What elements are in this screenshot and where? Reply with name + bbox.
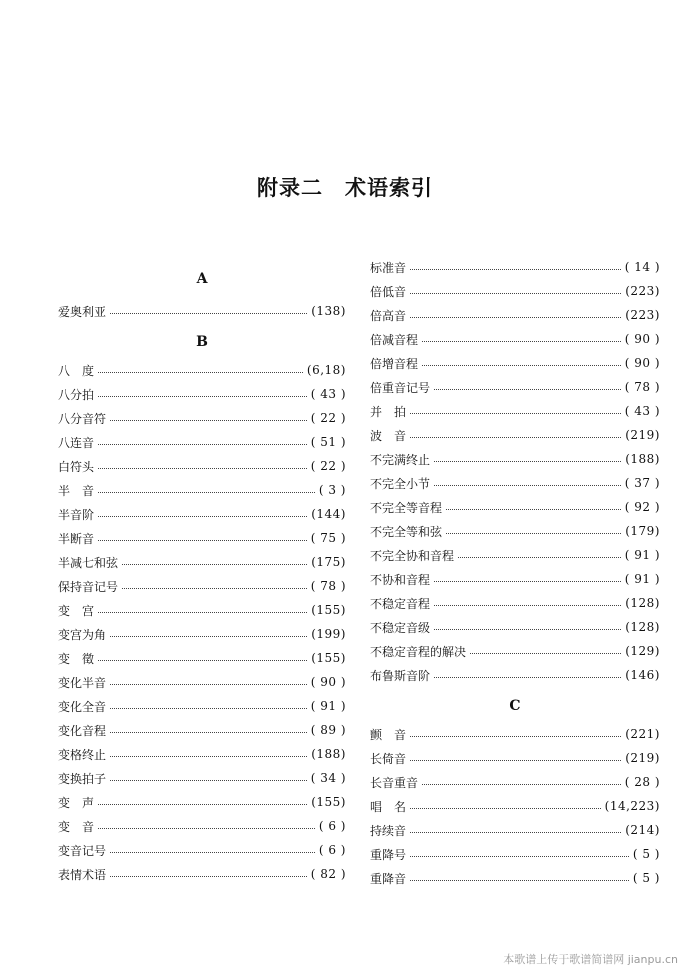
dot-leader: [122, 588, 307, 589]
index-entry: [370, 567, 660, 591]
dot-leader: [410, 760, 621, 761]
entry-page: ( 91 ): [310, 699, 346, 713]
dot-leader: [422, 784, 621, 785]
entry-term: 长音重音: [370, 775, 419, 790]
index-entry: [370, 770, 660, 794]
dot-leader: [110, 876, 307, 877]
entry-term: 倍高音: [370, 308, 407, 323]
index-entry: [370, 543, 660, 567]
entry-term: 变化全音: [58, 699, 107, 714]
entry-page: (219): [625, 428, 660, 442]
entry-page: ( 43 ): [310, 387, 346, 401]
entry-page: (129): [625, 644, 660, 658]
index-entry: [58, 646, 346, 670]
entry-page: ( 43 ): [624, 404, 660, 418]
entry-term: 表情术语: [58, 867, 107, 882]
entry-term: 变 音: [58, 819, 95, 834]
entry-page: ( 34 ): [310, 771, 346, 785]
index-column-right: [370, 255, 660, 890]
entry-page: ( 90 ): [310, 675, 346, 689]
entry-term: 颤 音: [370, 727, 407, 742]
entry-term: 倍增音程: [370, 356, 419, 371]
dot-leader: [98, 804, 307, 805]
index-entry: [58, 454, 346, 478]
entry-page: ( 91 ): [624, 572, 660, 586]
entry-term: 半减七和弦: [58, 555, 119, 570]
dot-leader: [110, 420, 307, 421]
index-entry: [58, 406, 346, 430]
entry-page: (179): [625, 524, 660, 538]
entry-term: 变 徵: [58, 651, 95, 666]
entry-page: (138): [311, 304, 346, 318]
entry-page: ( 5 ): [632, 871, 660, 885]
dot-leader: [434, 485, 621, 486]
dot-leader: [110, 313, 307, 314]
index-entry: [58, 742, 346, 766]
entry-page: ( 37 ): [624, 476, 660, 490]
entry-term: 长倚音: [370, 751, 407, 766]
index-entry: [58, 430, 346, 454]
entry-page: (6,18): [306, 363, 346, 377]
entry-page: (223): [625, 284, 660, 298]
index-entry: [370, 591, 660, 615]
dot-leader: [422, 341, 621, 342]
dot-leader: [434, 581, 621, 582]
entry-page: (128): [625, 596, 660, 610]
entry-page: ( 5 ): [632, 847, 660, 861]
entry-term: 重降音: [370, 871, 407, 886]
dot-leader: [434, 677, 621, 678]
dot-leader: [98, 372, 303, 373]
entry-term: 半音阶: [58, 507, 95, 522]
dot-leader: [98, 540, 307, 541]
dot-leader: [434, 389, 621, 390]
dot-leader: [410, 293, 621, 294]
entry-page: ( 90 ): [624, 356, 660, 370]
entry-page: (223): [625, 308, 660, 322]
dot-leader: [434, 461, 621, 462]
entry-term: 变换拍子: [58, 771, 107, 786]
entry-term: 变化音程: [58, 723, 107, 738]
index-entry: [370, 746, 660, 770]
index-entry: [58, 718, 346, 742]
entry-term: 白符头: [58, 459, 95, 474]
dot-leader: [458, 557, 621, 558]
entry-page: ( 91 ): [624, 548, 660, 562]
index-entry: [370, 303, 660, 327]
entry-term: 倍低音: [370, 284, 407, 299]
index-entry: [58, 574, 346, 598]
entry-term: 八分拍: [58, 387, 95, 402]
entry-page: ( 90 ): [624, 332, 660, 346]
entry-page: ( 22 ): [310, 411, 346, 425]
dot-leader: [122, 564, 307, 565]
index-entry: [58, 862, 346, 886]
dot-leader: [410, 880, 629, 881]
entry-term: 唱 名: [370, 799, 407, 814]
section-letter-a: A: [196, 271, 208, 287]
entry-term: 标准音: [370, 260, 407, 275]
index-entry: [370, 327, 660, 351]
dot-leader: [98, 444, 307, 445]
entry-page: (128): [625, 620, 660, 634]
index-entry: [370, 866, 660, 890]
footer-watermark: 本歌谱上传于歌谱简谱网 jianpu.cn: [503, 953, 678, 966]
dot-leader: [410, 437, 621, 438]
entry-page: ( 89 ): [310, 723, 346, 737]
index-entry: [370, 615, 660, 639]
entry-term: 不协和音程: [370, 572, 431, 587]
entry-page: (221): [625, 727, 660, 741]
entry-term: 波 音: [370, 428, 407, 443]
dot-leader: [434, 605, 621, 606]
dot-leader: [98, 828, 315, 829]
index-entry: [58, 838, 346, 862]
index-entry: [370, 639, 660, 663]
dot-leader: [110, 684, 307, 685]
entry-page: (14,223): [604, 799, 660, 813]
entry-term: 保持音记号: [58, 579, 119, 594]
dot-leader: [446, 533, 621, 534]
entry-term: 变化半音: [58, 675, 107, 690]
entry-page: ( 78 ): [310, 579, 346, 593]
entry-term: 八连音: [58, 435, 95, 450]
entry-page: (155): [311, 651, 346, 665]
dot-leader: [98, 492, 315, 493]
entry-term: 变音记号: [58, 843, 107, 858]
index-entry: [58, 814, 346, 838]
index-entry: [370, 794, 660, 818]
index-entry: [58, 550, 346, 574]
entry-page: ( 78 ): [624, 380, 660, 394]
entry-term: 不稳定音级: [370, 620, 431, 635]
index-entry: [370, 447, 660, 471]
dot-leader: [110, 780, 307, 781]
entry-page: ( 82 ): [310, 867, 346, 881]
dot-leader: [410, 413, 621, 414]
index-entry: [58, 526, 346, 550]
entry-page: ( 14 ): [624, 260, 660, 274]
index-entry: [370, 399, 660, 423]
entry-term: 不稳定音程: [370, 596, 431, 611]
entry-page: (219): [625, 751, 660, 765]
entry-page: ( 92 ): [624, 500, 660, 514]
dot-leader: [410, 269, 621, 270]
dot-leader: [410, 317, 621, 318]
index-entry: [58, 478, 346, 502]
entry-term: 半 音: [58, 483, 95, 498]
entry-term: 半断音: [58, 531, 95, 546]
entry-page: (175): [311, 555, 346, 569]
entry-page: ( 6 ): [318, 843, 346, 857]
entry-term: 不完全等音程: [370, 500, 443, 515]
entry-page: (199): [311, 627, 346, 641]
entry-term: 变 宫: [58, 603, 95, 618]
index-entry: [58, 382, 346, 406]
entry-page: (144): [311, 507, 346, 521]
index-entry: [58, 598, 346, 622]
index-entry: [58, 358, 346, 382]
entry-term: 倍重音记号: [370, 380, 431, 395]
section-letter-b: B: [196, 334, 208, 350]
entry-term: 不完全等和弦: [370, 524, 443, 539]
index-entry: [370, 255, 660, 279]
entry-term: 持续音: [370, 823, 407, 838]
index-entry: [370, 722, 660, 746]
section-letter-c: C: [509, 698, 521, 714]
dot-leader: [434, 629, 621, 630]
dot-leader: [98, 516, 307, 517]
entry-page: ( 75 ): [310, 531, 346, 545]
dot-leader: [110, 708, 307, 709]
entry-term: 变格终止: [58, 747, 107, 762]
entry-term: 不完全小节: [370, 476, 431, 491]
dot-leader: [110, 852, 315, 853]
dot-leader: [470, 653, 621, 654]
entry-term: 不稳定音程的解决: [370, 644, 467, 659]
index-entry: [58, 299, 346, 323]
entry-page: (155): [311, 795, 346, 809]
dot-leader: [98, 612, 307, 613]
entry-page: (214): [625, 823, 660, 837]
entry-page: ( 51 ): [310, 435, 346, 449]
index-entry: [370, 495, 660, 519]
index-entry: [58, 790, 346, 814]
index-entry: [58, 502, 346, 526]
dot-leader: [98, 660, 307, 661]
entry-term: 八 度: [58, 363, 95, 378]
dot-leader: [98, 468, 307, 469]
entry-page: (188): [311, 747, 346, 761]
index-entry: [58, 670, 346, 694]
entry-term: 不完全协和音程: [370, 548, 455, 563]
index-entry: [58, 694, 346, 718]
entry-page: (146): [625, 668, 660, 682]
dot-leader: [410, 808, 601, 809]
entry-page: ( 22 ): [310, 459, 346, 473]
dot-leader: [110, 636, 307, 637]
index-entry: [370, 423, 660, 447]
entry-page: (188): [625, 452, 660, 466]
entry-page: ( 6 ): [318, 819, 346, 833]
index-entry: [370, 663, 660, 687]
index-entry: [370, 818, 660, 842]
dot-leader: [446, 509, 621, 510]
entry-page: (155): [311, 603, 346, 617]
entry-term: 并 拍: [370, 404, 407, 419]
dot-leader: [422, 365, 621, 366]
dot-leader: [98, 396, 307, 397]
entry-page: ( 3 ): [318, 483, 346, 497]
entry-term: 爱奥利亚: [58, 304, 107, 319]
entry-term: 变宫为角: [58, 627, 107, 642]
index-entry: [370, 279, 660, 303]
dot-leader: [410, 856, 629, 857]
index-entry: [370, 471, 660, 495]
index-entry: [58, 622, 346, 646]
dot-leader: [410, 736, 621, 737]
entry-page: ( 28 ): [624, 775, 660, 789]
index-entry: [370, 519, 660, 543]
index-entry: [58, 766, 346, 790]
dot-leader: [110, 756, 307, 757]
entry-term: 变 声: [58, 795, 95, 810]
index-entry: [370, 351, 660, 375]
index-entry: [370, 842, 660, 866]
entry-term: 八分音符: [58, 411, 107, 426]
index-entry: [370, 375, 660, 399]
dot-leader: [110, 732, 307, 733]
entry-term: 布鲁斯音阶: [370, 668, 431, 683]
entry-term: 不完满终止: [370, 452, 431, 467]
index-column-left: [58, 267, 346, 886]
entry-term: 倍减音程: [370, 332, 419, 347]
entry-term: 重降号: [370, 847, 407, 862]
page-title: 附录二 术语索引: [257, 176, 433, 200]
dot-leader: [410, 832, 621, 833]
